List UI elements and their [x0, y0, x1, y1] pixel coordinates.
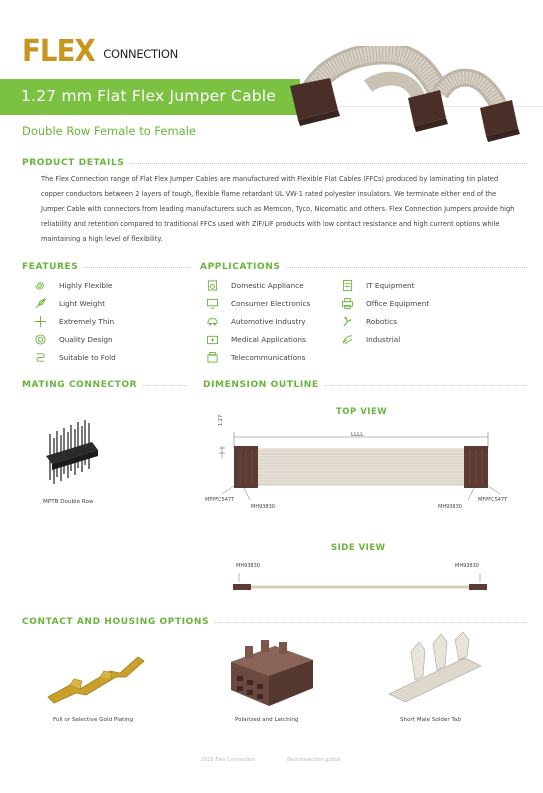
section-divider [325, 385, 527, 386]
section-divider [84, 267, 190, 268]
side-view-drawing [225, 570, 495, 596]
housing-image [225, 632, 320, 712]
product-description: The Flex Connection range of Flat Flex Jumper Cables are manufactured with Flexible Flat Cables (FFCs) produced by laminating tin plated copper conductors between 2 layers of tough, flexible flame retardant UL VW-1 rated polyester insulators. We terminate either end of the Jumper Cable with connectors from leading manufacturers such as Memcon, Tyco, Nicomatic and others. Flex Connection Jumpers provide high reliability and retention compared to traditional FFCs used with ZIF/LIF products with low contact resistance and high current options while maintaining a high level of flexibility. [41, 175, 515, 243]
option-caption: Full or Selective Gold Plating [53, 717, 134, 723]
application-label: Automotive Industry [231, 316, 306, 326]
solder-tab-image [385, 632, 495, 707]
applications-list-primary [205, 276, 310, 366]
pitch-dimension-label: 1.27 [218, 414, 224, 426]
hero-cable-image [290, 46, 543, 146]
section-dimension-outline [203, 380, 527, 390]
list-item [205, 294, 310, 312]
top-view-drawing [210, 420, 520, 500]
application-label: Medical Applications [231, 334, 306, 344]
list-item [205, 276, 310, 294]
list-item [33, 312, 116, 330]
monitor-icon [205, 297, 219, 309]
mating-connector-caption: MPTB Double Row [43, 499, 94, 505]
side-view-label: SIDE VIEW [331, 543, 386, 553]
side-left-housing-label: MH93830 [236, 563, 260, 569]
section-title: FEATURES [22, 262, 79, 272]
section-title: CONTACT AND HOUSING OPTIONS [22, 617, 210, 627]
section-title: PRODUCT DETAILS [22, 158, 125, 168]
left-connector-label: MFPFC547T [205, 497, 235, 503]
phone-icon [205, 351, 219, 363]
logo-flex-text: FLEX [22, 34, 95, 69]
application-label: Industrial [366, 334, 401, 344]
feature-label: Suitable to Fold [59, 352, 116, 362]
footer-copyright: 2025 Flex Connection [201, 757, 256, 763]
brand-logo [22, 33, 178, 67]
section-contact-housing [22, 617, 527, 627]
page-subtitle: Double Row Female to Female [22, 124, 196, 138]
feature-label: Highly Flexible [59, 280, 113, 290]
section-title: DIMENSION OUTLINE [203, 380, 319, 390]
list-item [340, 276, 429, 294]
car-icon [205, 315, 219, 327]
section-divider [286, 267, 527, 268]
list-item [33, 294, 116, 312]
applications-list-secondary [340, 276, 429, 348]
quality-badge-icon [33, 333, 47, 345]
application-label: Telecommunications [231, 352, 306, 362]
list-item [340, 294, 429, 312]
spiral-icon [33, 279, 47, 291]
section-features [22, 262, 190, 272]
option-caption: Short Male Solder Tab [400, 717, 461, 723]
left-housing-label: MH93830 [251, 504, 275, 510]
page-title: 1.27 mm Flat Flex Jumper Cable [21, 87, 277, 105]
list-item [205, 312, 310, 330]
application-label: IT Equipment [366, 280, 415, 290]
list-item [205, 330, 310, 348]
washing-machine-icon [205, 279, 219, 291]
fold-icon [33, 351, 47, 363]
list-item [205, 348, 310, 366]
list-item [33, 276, 116, 294]
right-housing-label: MH93830 [438, 504, 462, 510]
list-item [340, 312, 429, 330]
section-product-details [22, 158, 527, 168]
application-label: Robotics [366, 316, 398, 326]
feature-label: Extremely Thin [59, 316, 115, 326]
gold-contact-image [40, 645, 150, 705]
application-label: Domestic Appliance [231, 280, 304, 290]
logo-connection-text: CONNECTION [103, 47, 178, 61]
server-icon [340, 279, 354, 291]
side-right-housing-label: MH93830 [455, 563, 479, 569]
application-label: Consumer Electronics [231, 298, 311, 308]
medical-icon [205, 333, 219, 345]
section-mating-connector [22, 380, 187, 390]
mating-connector-image [42, 420, 102, 488]
list-item [33, 330, 116, 348]
features-list [33, 276, 116, 366]
right-connector-label: MFPFC547T [478, 497, 508, 503]
option-caption: Polarized and Latching [235, 717, 299, 723]
feature-label: Quality Design [59, 334, 113, 344]
robot-icon [340, 315, 354, 327]
thin-arrows-icon [33, 315, 47, 327]
printer-icon [340, 297, 354, 309]
feather-icon [33, 297, 47, 309]
list-item [340, 330, 429, 348]
section-divider [130, 163, 527, 164]
section-divider [215, 622, 527, 623]
section-title: MATING CONNECTOR [22, 380, 138, 390]
industrial-icon [340, 333, 354, 345]
feature-label: Light Weight [59, 298, 105, 308]
application-label: Office Equipment [366, 298, 430, 308]
length-dimension-label: LLLL [351, 432, 364, 438]
section-title: APPLICATIONS [200, 262, 281, 272]
footer-website-link[interactable]: flexconnection.global [287, 757, 341, 763]
section-divider [143, 385, 187, 386]
top-view-label: TOP VIEW [336, 407, 388, 417]
section-applications [200, 262, 527, 272]
list-item [33, 348, 116, 366]
